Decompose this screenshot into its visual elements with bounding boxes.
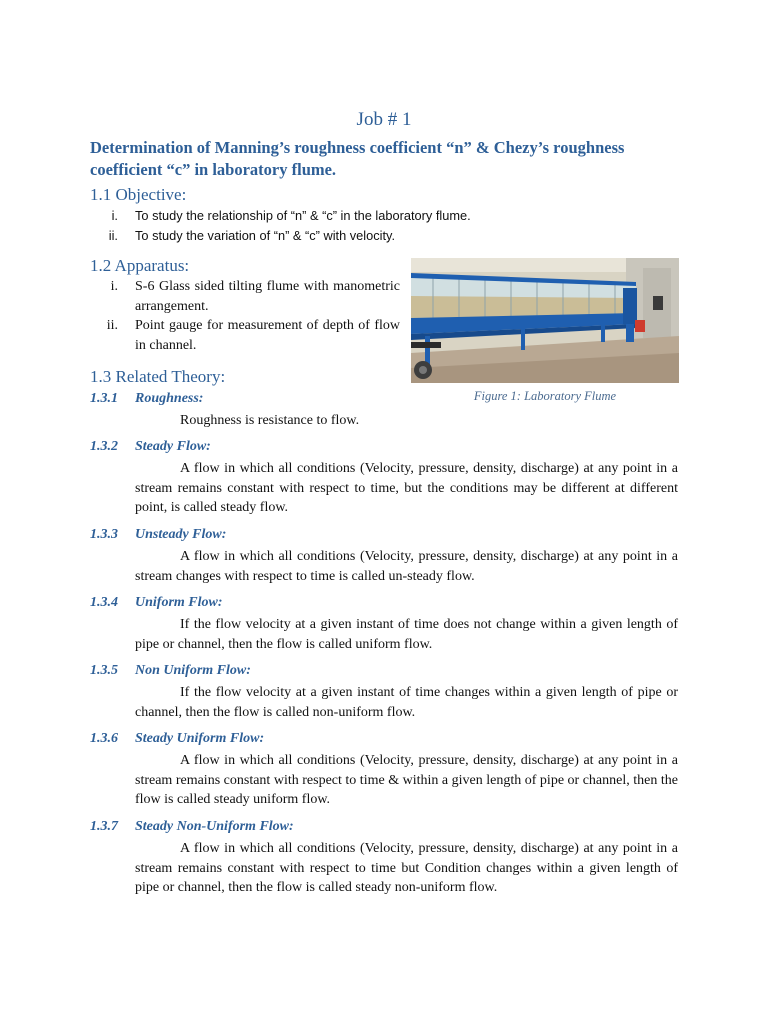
subsection-title: Unsteady Flow:	[135, 527, 227, 542]
subsection-title: Steady Non-Uniform Flow:	[135, 819, 294, 834]
subsection-body: A flow in which all conditions (Velocity, pressure, density, discharge) at any point in a stream remains constant with respect to time, but the conditions may be different at different point, is called steady flow.	[135, 461, 678, 515]
subsection-number: 1.3.1	[90, 391, 118, 406]
list-item-text: To study the relationship of “n” & “c” in the laboratory flume.	[135, 208, 471, 223]
subsection-heading	[90, 819, 678, 839]
subsection-unsteady-flow	[90, 527, 678, 586]
subsection-number: 1.3.3	[90, 527, 118, 542]
subsection-body: A flow in which all conditions (Velocity, pressure, density, discharge) at any point in a stream remains constant with respect to time but Condition changes within a given length of pipe or channel, then the flow is called steady non-uniform flow.	[135, 841, 678, 895]
related-theory-heading: 1.3 Related Theory:	[90, 367, 226, 386]
subsection-uniform-flow	[90, 595, 678, 654]
subsection-heading	[90, 595, 678, 615]
apparatus-heading: 1.2 Apparatus:	[90, 256, 190, 275]
subsection-number: 1.3.6	[90, 731, 118, 746]
subsection-title: Steady Flow:	[135, 439, 211, 454]
subsection-body: If the flow velocity at a given instant of time does not change within a given length of pipe or channel, then the flow is called uniform flow.	[135, 617, 678, 652]
subsection-title: Non Uniform Flow:	[135, 663, 251, 678]
apparatus-list	[90, 277, 400, 355]
list-item-text: S-6 Glass sided tilting flume with manometric arrangement.	[135, 279, 400, 314]
main-heading: Determination of Manning’s roughness coefficient “n” & Chezy’s roughness coefficient “c” in laboratory flume.	[90, 138, 625, 179]
laboratory-flume-photo	[411, 258, 679, 383]
subsection-heading	[90, 663, 678, 683]
subsection-body: Roughness is resistance to flow.	[180, 413, 360, 428]
list-item-number: i.	[111, 208, 118, 223]
list-item	[90, 316, 400, 355]
flume-illustration	[411, 258, 679, 383]
subsection-number: 1.3.7	[90, 819, 118, 834]
list-item-text: Point gauge for measurement of depth of flow in channel.	[135, 318, 400, 353]
subsection-roughness	[90, 391, 678, 431]
list-item-number: ii.	[106, 318, 118, 333]
subsection-number: 1.3.2	[90, 439, 118, 454]
subsection-heading	[90, 391, 678, 411]
subsection-title: Uniform Flow:	[135, 595, 223, 610]
figure-caption: Figure 1: Laboratory Flume	[473, 389, 617, 403]
subsection-number: 1.3.5	[90, 663, 118, 678]
list-item	[90, 277, 400, 316]
subsection-heading	[90, 439, 678, 459]
subsection-steady-non-uniform-flow	[90, 819, 678, 898]
subsection-title: Roughness:	[135, 391, 204, 406]
subsection-non-uniform-flow	[90, 663, 678, 722]
list-item-text: To study the variation of “n” & “c” with velocity.	[135, 228, 396, 243]
list-item	[90, 226, 690, 246]
objective-list	[90, 206, 690, 246]
list-item	[90, 206, 690, 226]
subsection-body: A flow in which all conditions (Velocity, pressure, density, discharge) at any point in a stream changes with respect to time is called un-steady flow.	[135, 549, 678, 584]
subsection-body: A flow in which all conditions (Velocity, pressure, density, discharge) at any point in a stream remains constant with respect to time & within a given length of pipe or channel, then the flow is called steady uniform flow.	[135, 753, 678, 807]
subsection-title: Steady Uniform Flow:	[135, 731, 265, 746]
list-item-number: i.	[110, 279, 118, 294]
subsection-number: 1.3.4	[90, 595, 118, 610]
list-item-number: ii.	[108, 228, 118, 243]
subsection-steady-uniform-flow	[90, 731, 678, 810]
subsection-heading	[90, 731, 678, 751]
job-title: Job # 1	[356, 109, 412, 130]
subsection-body: If the flow velocity at a given instant of time changes within a given length of pipe or channel, then the flow is called non-uniform flow.	[135, 685, 678, 720]
subsection-heading	[90, 527, 678, 547]
objective-heading: 1.1 Objective:	[90, 185, 187, 204]
subsection-steady-flow	[90, 439, 678, 518]
